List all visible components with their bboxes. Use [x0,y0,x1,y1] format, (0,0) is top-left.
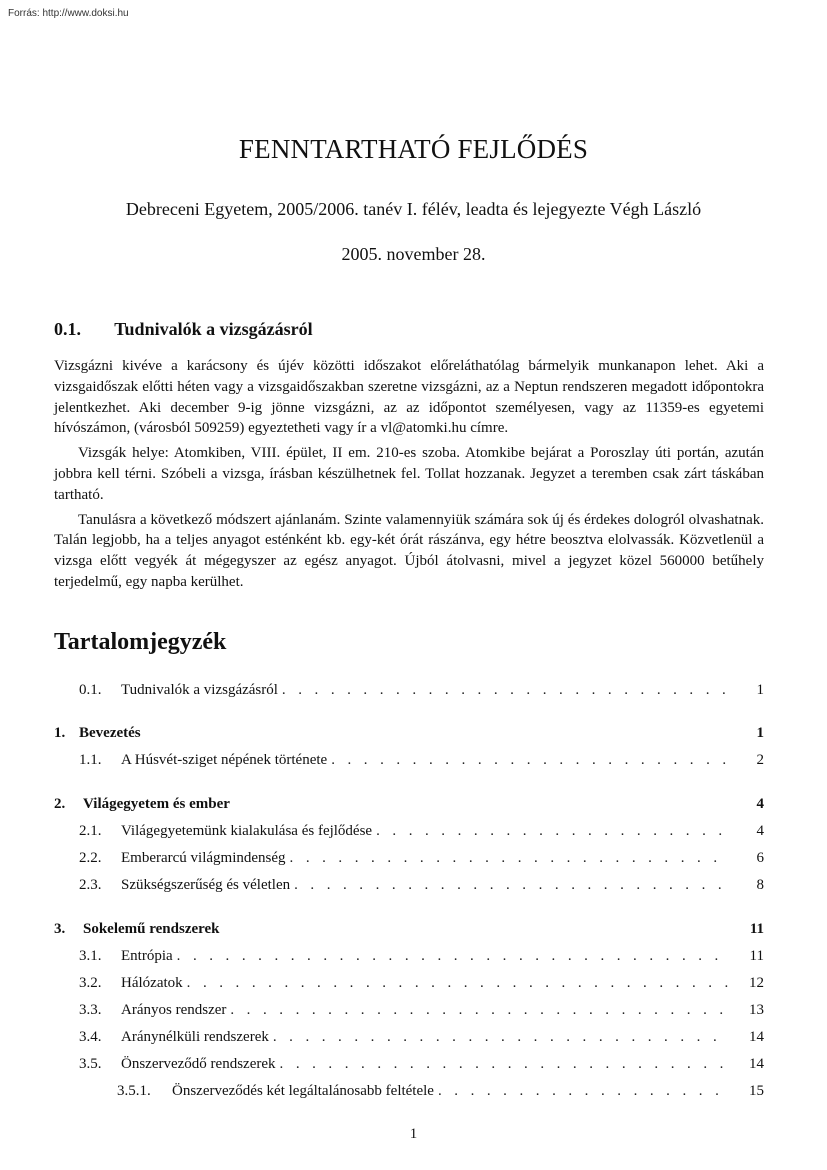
toc-entry-text: Önszerveződés két legáltalánosabb feltétele [172,1083,434,1099]
toc-leader-dots [183,975,728,992]
toc-entry-text: Világegyetemünk kialakulása és fejlődése [121,823,373,839]
source-note: Forrás: http://www.doksi.hu [8,8,129,19]
toc-entry-page: 11 [749,948,764,964]
toc-entry-text: Szükségszerűség és véletlen [121,877,291,893]
toc-entry-text: Entrópia [121,948,173,964]
section-title: Tudnivalók a vizsgázásról [114,319,313,339]
toc-entry-number: 2.3. [79,877,102,893]
toc-leader-dots [276,1056,728,1073]
toc-subentry[interactable] [54,1083,764,1103]
toc-entry-text: Világegyetem és ember [83,796,230,812]
toc-entry-number: 1. [54,725,66,741]
toc-entry[interactable] [54,1029,764,1049]
toc-leader-dots [372,823,728,840]
document-title: FENNTARTHATÓ FEJLŐDÉS [238,134,589,164]
toc-leader-dots [269,1029,728,1046]
toc-entry-page: 8 [756,877,764,893]
toc-entry[interactable] [54,682,764,702]
toc-entry[interactable] [54,1002,764,1022]
toc-title: Tartalomjegyzék [54,629,227,655]
section-number: 0.1. [54,319,81,339]
toc-entry-number: 2. [54,796,66,812]
toc-entry-text: Önszerveződő rendszerek [121,1056,276,1072]
toc-entry-page: 4 [756,823,764,839]
toc-entry-number: 3. [54,921,66,937]
toc-leader-dots [278,682,728,699]
section-heading [54,319,313,340]
paragraph: Vizsgázni kivéve a karácsony és újév közötti időszakot előreláthatólag bármelyik munkanapon lehet. Aki a vizsgaidőszak előtti héten vagy a vizsgaidőszakban szeretne vizsgázni, az a Neptun rendszeren megadott időpontokra jelentkezhet. Aki december 9-ig jönne vizsgázni, az az időpontot személyesen, vagy az 11359-es egyetemi hívószámon, (városból 509259) egyeztetheti vagy ír a vl@atomki.hu címre. [54,358,764,437]
toc-entry[interactable] [54,752,764,772]
toc-entry-text: Emberarcú világmindenség [121,850,286,866]
toc-entry-number: 3.2. [79,975,102,991]
toc-entry-number: 2.2. [79,850,102,866]
toc-leader-dots [327,752,728,769]
toc-entry[interactable] [54,877,764,897]
section-body [54,356,764,597]
paragraph: Tanulásra a következő módszert ajánlanám. Szinte valamennyiük számára sok új és érdekes dologról olvashatnak. Talán legjobb, ha a teljes anyagot esténként kb. egy-két órát rászánva, egy hétre beosztva elolvassák. Közvetlenül a vizsga előtt vegyék át mégegyszer az egész anyagot. Újból átolvasni, mivel a jegyzet közel 560000 betűhely terjedelmű, egy napba kerülhet. [54,511,764,590]
toc-entry-text: Sokelemű rendszerek [83,921,220,937]
toc-entry-text: Hálózatok [121,975,183,991]
toc-entry-page: 11 [749,921,764,937]
toc-chapter[interactable] [54,921,764,941]
toc-entry-page: 14 [749,1056,764,1072]
toc-leader-dots [173,948,728,965]
toc-entry[interactable] [54,850,764,870]
toc-entry-page: 2 [756,752,764,768]
toc-entry-number: 3.1. [79,948,102,964]
toc-entry-text: A Húsvét-sziget népének története [121,752,328,768]
toc-entry-text: Aránynélküli rendszerek [121,1029,269,1045]
toc-entry[interactable] [54,823,764,843]
toc-entry-page: 1 [756,725,764,741]
toc-leader-dots [226,1002,728,1019]
toc-entry-page: 15 [749,1083,764,1099]
toc-entry-page: 6 [756,850,764,866]
toc-entry-text: Bevezetés [79,725,141,741]
toc-entry-number: 3.5.1. [117,1083,151,1099]
toc-entry-number: 1.1. [79,752,102,768]
toc-entry-number: 2.1. [79,823,102,839]
paragraph: Vizsgák helye: Atomkiben, VIII. épület, II em. 210-es szoba. Atomkibe bejárat a Poroszlay úti portán, azután jobbra kell térni. Szóbeli a vizsga, írásban készülhetnek fel. Tollat hozzanak. Jegyzet a teremben csak zárt táskában tartható. [54,445,764,503]
toc-entry-text: Arányos rendszer [121,1002,227,1018]
toc-entry-text: Tudnivalók a vizsgázásról [121,682,278,698]
toc-entry[interactable] [54,1056,764,1076]
page-number: 1 [409,1126,418,1142]
toc-entry-page: 13 [749,1002,764,1018]
toc-leader-dots [290,877,728,894]
toc-entry-number: 3.3. [79,1002,102,1018]
toc-entry-number: 0.1. [79,682,102,698]
toc-entry[interactable] [54,975,764,995]
toc-entry[interactable] [54,948,764,968]
toc-entry-page: 14 [749,1029,764,1045]
toc-chapter[interactable] [54,725,764,745]
toc-chapter[interactable] [54,796,764,816]
toc-entry-page: 12 [749,975,764,991]
toc-entry-page: 4 [756,796,764,812]
toc-entry-number: 3.4. [79,1029,102,1045]
document-subtitle: Debreceni Egyetem, 2005/2006. tanév I. félév, leadta és lejegyezte Végh László [125,199,702,219]
toc-leader-dots [434,1083,728,1100]
document-date: 2005. november 28. [341,244,486,264]
toc-leader-dots [286,850,728,867]
toc-entry-number: 3.5. [79,1056,102,1072]
toc-entry-page: 1 [756,682,764,698]
